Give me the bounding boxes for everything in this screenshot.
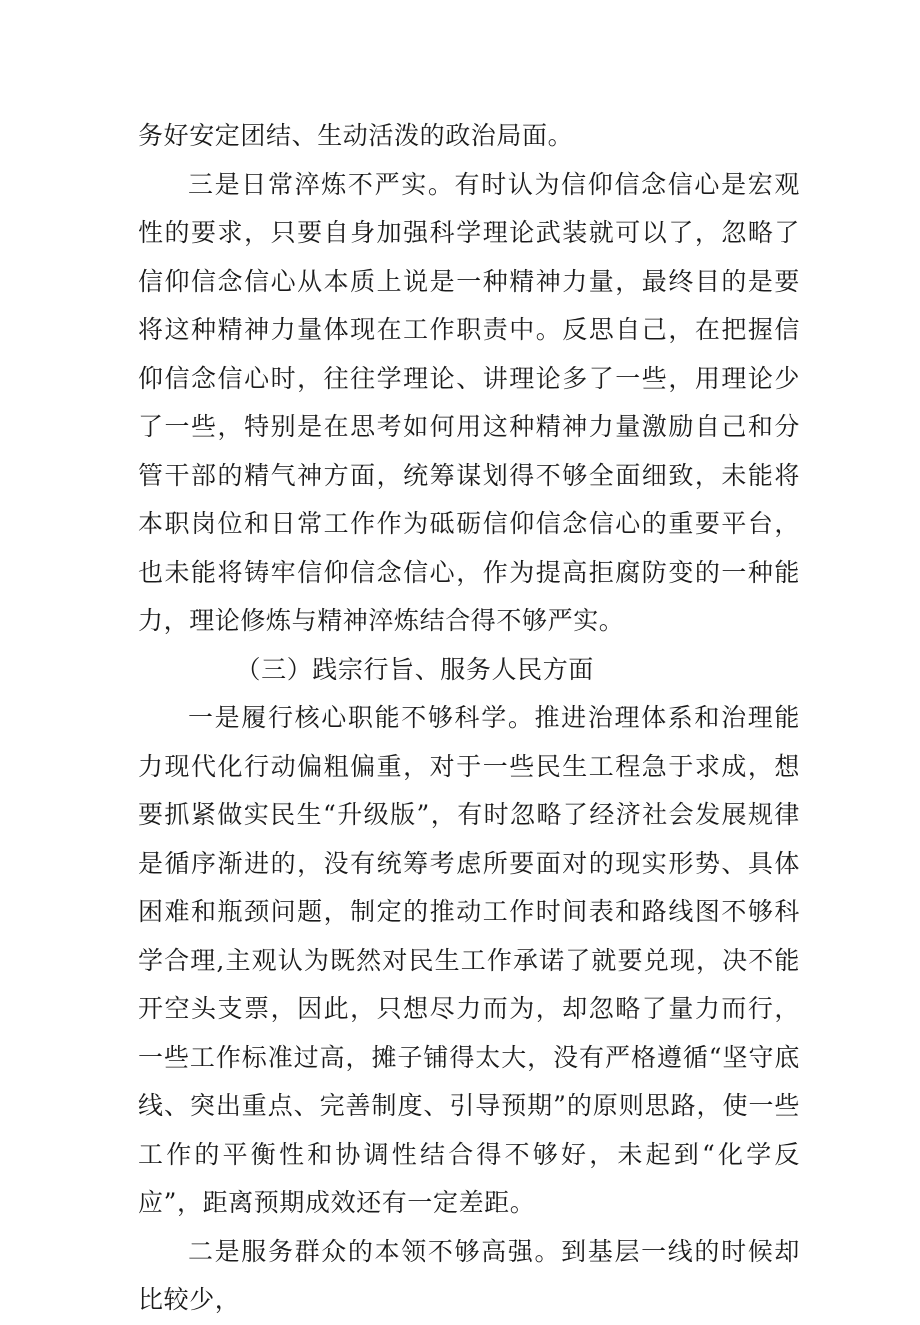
section-heading-serve-people: （三）践宗行旨、服务人民方面 xyxy=(235,654,594,684)
paragraph-continuation: 务好安定团结、生动活泼的政治局面。 xyxy=(138,121,574,150)
paragraph-serving-masses: 二是服务群众的本领不够高强。到基层一线的时候却比较少， xyxy=(138,1236,800,1314)
document-body xyxy=(138,112,800,1325)
paragraph-daily-tempering: 三是日常淬炼不严实。有时认为信仰信念信心是宏观性的要求，只要自身加强科学理论武装就可以了，忽略了信仰信念信心从本质上说是一种精神力量，最终目的是要将这种精神力量体现在工作职责中。反思自己，在把握信仰信念信心时，往往学理论、讲理论多了一些，用理论少了一些，特别是在思考如何用这种精神力量激励自己和分管干部的精气神方面，统筹谋划得不够全面细致，未能将本职岗位和日常工作作为砥砺信仰信念信心的重要平台，也未能将铸牢信仰信念信心，作为提高拒腐防变的一种能力，理论修炼与精神淬炼结合得不够严实。 xyxy=(138,169,800,635)
paragraph-core-functions: 一是履行核心职能不够科学。推进治理体系和治理能力现代化行动偏粗偏重，对于一些民生工程急于求成，想要抓紧做实民生“升级版”，有时忽略了经济社会发展规律是循序渐进的，没有统筹考虑所要面对的现实形势、具体困难和瓶颈问题，制定的推动工作时间表和路线图不够科学合理,主观认为既然对民生工作承诺了就要兑现，决不能开空头支票，因此，只想尽力而为，却忽略了量力而行，一些工作标准过高，摊子铺得太大，没有严格遵循“坚守底线、突出重点、完善制度、引导预期”的原则思路，使一些工作的平衡性和协调性结合得不够好，未起到“化学反应”，距离预期成效还有一定差距。 xyxy=(138,703,800,1217)
